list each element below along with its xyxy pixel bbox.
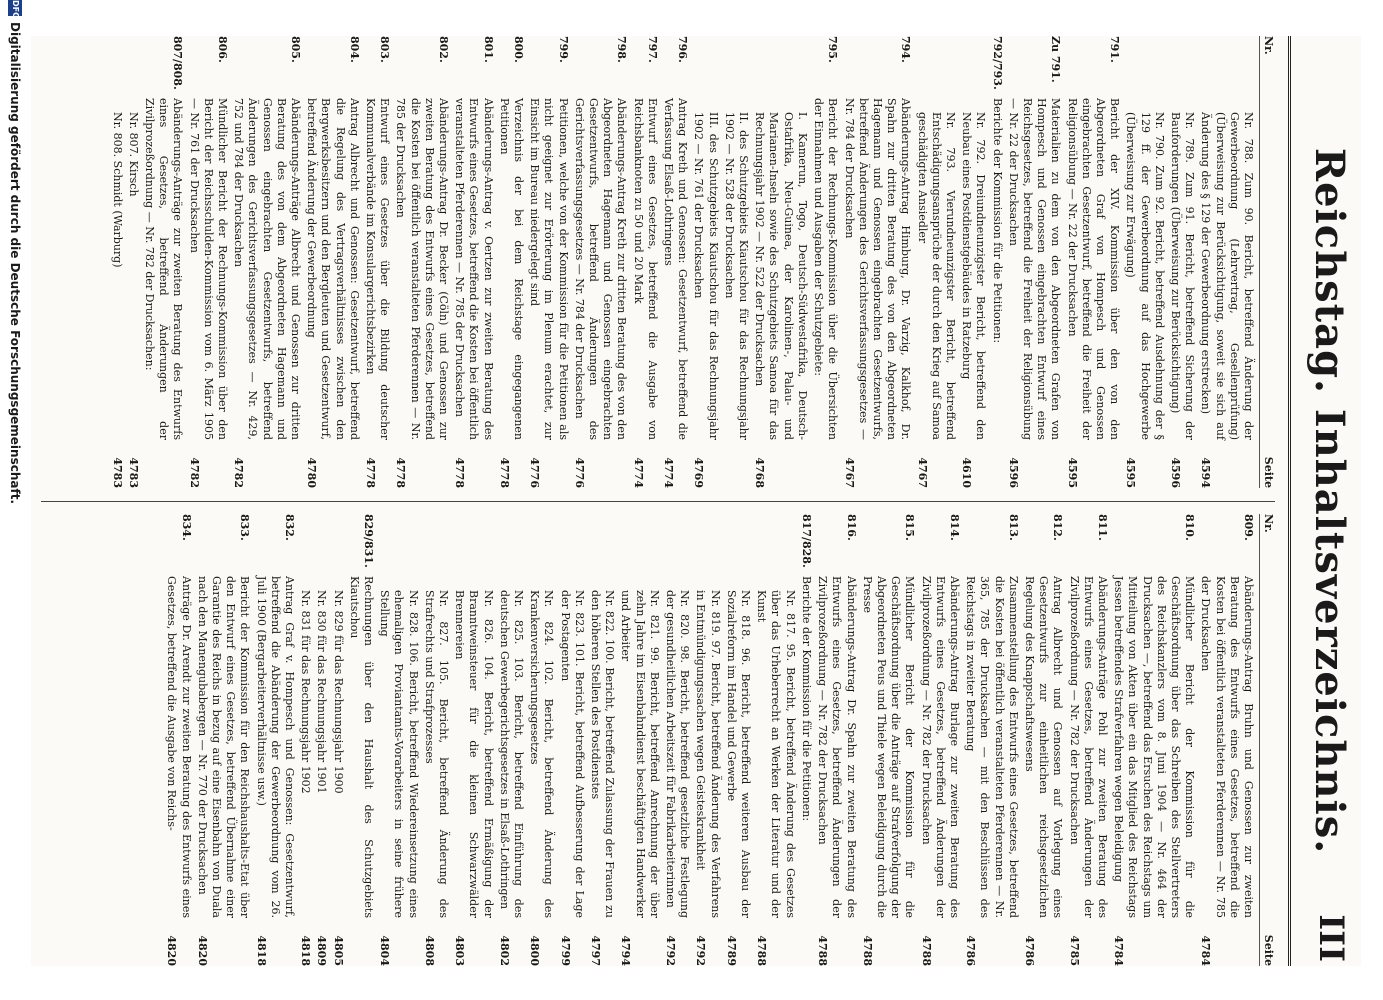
- entry-text: I. Kamerun, Togo, Deutsch-Südwestafrika, Deutsch-Ostafrika, Neu-Guinea, der Karolinen-, Palau- und Marianen-Inseln sowie des Schutzgebiets Samoa für das Rechnungsjahr 1902 — Nr. 522 der Drucksachen: [753, 112, 809, 440]
- right-column: [41, 514, 1275, 966]
- toc-entry: [693, 514, 721, 966]
- toc-entry: [663, 514, 691, 966]
- entry-number: [959, 36, 987, 98]
- entry-page: 4610: [960, 457, 974, 488]
- toc-entry: [1064, 36, 1121, 488]
- seite-label: Seite: [1262, 934, 1275, 966]
- page-title: Reichstag. Inhaltsverzeichnis.: [1306, 147, 1353, 855]
- toc-entry: [377, 514, 420, 966]
- entry-text: Rechnungen über den Haushalt des Schutzgebiets Kiautschou: [347, 576, 376, 918]
- entry-number: [618, 514, 661, 576]
- toc-entry: [1198, 36, 1255, 488]
- entry-page: 4784: [1199, 935, 1213, 966]
- toc-entry: [1168, 36, 1196, 488]
- entry-page: 4595: [1065, 457, 1079, 488]
- entry-text: Antrag Graf v. Hompesch und Genossen: Gesetzentwurf, betreffend die Abänderung der Gewerbeordnung vom 26. Juli 1900 (Bergarbeiterverhältnisse usw.): [254, 576, 296, 918]
- entry-page: 4786: [1022, 935, 1036, 966]
- entry-page: 4818: [299, 935, 313, 966]
- entry-page: 4788: [755, 935, 769, 966]
- entry-number: [497, 514, 525, 576]
- entry-text: Abänderungs-Antrag Burlage zur zweiten Beratung des Entwurfs eines Gesetzes, betreffend Änderungen der Zivilprozeßordnung — Nr. 782 der Drucksachen: [919, 576, 961, 918]
- entry-text: Nr. 822. 100. Bericht, betreffend Zulassung der Frauen zu den höheren Stellen des Postdienstes: [589, 590, 617, 918]
- toc-entry: [588, 514, 616, 966]
- toc-entry: [754, 514, 797, 966]
- entry-page: 4788: [919, 935, 933, 966]
- entry-number: [557, 514, 585, 576]
- entry-text: Nr. 829 für das Rechnungsjahr 1900: [331, 590, 345, 794]
- entry-number: [527, 514, 555, 576]
- entry-page: 4783: [126, 457, 140, 488]
- entry-number: 798.: [615, 36, 629, 63]
- entry-page: 4769: [692, 457, 706, 488]
- entry-page: 4792: [694, 935, 708, 966]
- entry-text: Nr. 817. 95. Bericht, betreffend Änderung des Gesetzes über das Urheberrecht an Werken der Literatur und der Kunst: [755, 590, 797, 918]
- entry-page: 4820: [195, 935, 209, 966]
- toc-entry: [860, 514, 917, 966]
- entry-text: Bericht der XIV. Kommission über den von den Abgeordneten Graf von Hompesch und Genossen eingebrachten Gesetzentwurf, betreffend die Freiheit der Religionsübung — Nr. 22 der Drucksachen: [1065, 98, 1122, 440]
- entry-number: 792/793.: [990, 36, 1004, 90]
- entry-number: 805.: [289, 36, 302, 63]
- credit-text: Digitalisierung gefördert durch die Deutsche Forschungsgemeinschaft.: [8, 22, 22, 505]
- entry-page: 4782: [232, 457, 246, 488]
- entry-number: 834.: [179, 514, 193, 541]
- entry-page: 4780: [305, 457, 319, 488]
- entry-text: Nr. 789. Zum 91. Bericht, betreffend Sicherung der Bauforderungen (Überweisung zur Berücksichtigung): [1168, 112, 1197, 440]
- entry-number: [452, 514, 495, 576]
- toc-entry: [1111, 514, 1196, 966]
- entry-page: 4809: [315, 935, 329, 966]
- toc-entry: [452, 514, 495, 966]
- toc-entry: [752, 36, 809, 488]
- toc-entry: [126, 36, 140, 488]
- entry-text: Abänderungs-Antrag Dr. Spahn zur zweiten Beratung des Entwurfs eines Gesetzes, betreffend Änderungen der Zivilprozeßordnung — Nr. 782 der Drucksachen: [816, 576, 858, 918]
- entry-text: Abänderungs-Anträge Pohl zur zweiten Beratung des Entwurfs eines Gesetzes, betreffend Änderungen der Zivilprozeßordnung — Nr. 782 der Drucksachen: [1067, 576, 1109, 918]
- entry-text: Nr. 823. 101. Bericht, betreffend Aufbesserung der Lage der Postagenten: [558, 590, 586, 918]
- toc-entry: [109, 36, 123, 488]
- entry-page: 4596: [1006, 457, 1020, 488]
- entry-number: 806.: [215, 36, 229, 63]
- toc-entry: [811, 36, 839, 488]
- entry-number: 813.: [1006, 514, 1020, 541]
- entry-number: 802.: [437, 36, 451, 63]
- toc-entry: [1198, 514, 1255, 966]
- toc-entry: [304, 36, 361, 488]
- entry-text: Mündlicher Bericht der Kommission für die Geschäftsordnung über das Schreiben des Stellvertreters des Reichskanzlers vom 8. Juni 1904 — Nr. 464 der Drucksachen —, betreffend das Ersuchen des Reichstags um Mitteilung von Akten über ein das Mitglied des Reichstags Jessen betreffendes Strafverfahren wegen Beleidigung: [1112, 576, 1197, 918]
- entry-number: 804.: [347, 36, 361, 63]
- entry-text: Nr. 828. 106. Bericht, betreffend Wiedereinsetzung eines ehemaligen Proviantamts-Vorarbeiters in seine frühere Stellung: [378, 590, 420, 918]
- toc-entry: [231, 36, 302, 488]
- entry-text: II. des Schutzgebiets Kiautschou für das Rechnungsjahr 1902 — Nr. 528 der Drucksachen: [722, 112, 751, 440]
- entry-page: 4799: [558, 935, 572, 966]
- page-header: [1288, 36, 1361, 966]
- entry-number: 799.: [556, 36, 570, 63]
- entry-page: 4778: [394, 457, 408, 488]
- entry-number: 803.: [378, 36, 392, 63]
- entry-number: 791.: [1108, 36, 1122, 63]
- seite-label: Seite: [1262, 456, 1275, 488]
- entry-text: Antrag Albrecht und Genossen: Gesetzentwurf, betreffend die Regelung des Vertragsverhältnisses zwischen den Bergwerksbesitzern und den Bergleuten und Gesetzentwurf, betreffend Änderung der Gewerbeordnung: [305, 98, 361, 440]
- toc-entry: [422, 514, 450, 966]
- entry-number: 796.: [676, 36, 690, 63]
- toc-entry: [195, 514, 252, 966]
- entry-number: 794.: [899, 36, 913, 63]
- entry-text: Abänderungs-Antrag Himburg, Dr. Varzig, Kalkhof, Dr. Spahn zur dritten Beratung des von den Abgeordneten Hagemann und Genossen eingebrachten Gesetzentwurfs, betreffend Änderungen des Gerichtsverfassungsgesetzes — Nr. 784 der Drucksachen: [842, 98, 913, 440]
- column-divider: [41, 501, 1275, 502]
- entry-page: 4803: [453, 935, 467, 966]
- entry-text: Nr. 821. 99. Bericht, betreffend Anrechnung der über zehn Jahre im Eisenbahndienst beschäftigten Handwerker und Arbeiter: [619, 590, 661, 918]
- toc-entry: [572, 36, 629, 488]
- column-header: [1259, 36, 1275, 488]
- entry-page: 4595: [1124, 457, 1138, 488]
- entry-number: [314, 514, 328, 576]
- entry-page: 4792: [664, 935, 678, 966]
- entry-text: Bericht der Kommission für den Reichshaushalts-Etat über den Entwurf eines Gesetzes, betreffend Übernahme einer Garantie des Reichs in bezug auf eine Eisenbahn von Duala nach den Manengubabergen — Nr. 770 der Drucksachen: [195, 576, 252, 918]
- toc-entry: [314, 514, 328, 966]
- entry-text: Nr. 827. 105. Bericht, betreffend Änderung des Strafrechts und Strafprozesses: [422, 590, 451, 918]
- toc-entry: [1006, 36, 1063, 488]
- toc-entry: [393, 36, 450, 488]
- entry-number: 832.: [283, 514, 296, 541]
- entry-number: [422, 514, 450, 576]
- entry-text: Nr. 831 für das Rechnungsjahr 1902: [299, 590, 313, 794]
- entry-page: 4774: [662, 457, 676, 488]
- entry-text: Zusammenstellung des Entwurfs eines Gesetzes, betreffend die Kosten bei öffentlich veranstalteten Pferderennen — Nr. 365, 785 der Drucksachen — mit den Beschlüssen des Reichstags in zweiter Beratung: [964, 576, 1020, 918]
- entry-page: 4789: [724, 935, 738, 966]
- entry-text: Materialien zu dem von den Abgeordneten Grafen von Hompesch und Genossen eingebrachten Entwurf eines Reichsgesetzes, betreffend die Freiheit der Religionsübung — Nr. 22 der Drucksachen: [1006, 98, 1063, 440]
- entry-number: [298, 514, 312, 576]
- toc-entry: [630, 36, 658, 488]
- entry-text: Nr. 788. Zum 90. Bericht, betreffend Änderung der Gewerbeordnung (Lehrvertrag, Gesellenprüfung) (Überweisung zur Berücksichtigung, soweit sie sich auf Änderung des § 129 der Gewerbeordnung erstrecken): [1199, 112, 1255, 440]
- entry-number: 815.: [903, 514, 917, 541]
- entry-number: [109, 36, 123, 98]
- toc-entry: [914, 36, 957, 488]
- entry-page: 4788: [816, 935, 830, 966]
- toc-entry: [1123, 36, 1166, 488]
- entry-text: Berichte der Kommission für die Petitionen:: [990, 98, 1004, 344]
- toc-entry: [724, 514, 752, 966]
- entry-text: III. des Schutzgebiets Kiautschou für das Rechnungsjahr 1902 — Nr. 761 der Drucksachen: [692, 112, 720, 440]
- entry-page: 4783: [110, 457, 124, 488]
- toc-entry: [363, 36, 391, 488]
- entry-text: Anträge Dr. Arendt zur zweiten Beratung des Entwurfs eines Gesetzes, betreffend die Ausgabe von Reichs-: [165, 576, 193, 918]
- entry-page: 4778: [453, 457, 467, 488]
- toc-entry: [186, 36, 229, 488]
- toc-entry: [142, 36, 185, 488]
- entry-page: 4776: [528, 457, 542, 488]
- entry-number: 816.: [844, 514, 858, 541]
- entry-page: 4797: [589, 935, 603, 966]
- entry-text: Entwurf eines Gesetzes über die Bildung deutscher Kommunalverbände im Konsulargerichtsbezirken: [364, 98, 392, 440]
- column-header: [1259, 514, 1275, 966]
- toc-entry: [661, 36, 689, 488]
- entry-number: [377, 514, 420, 576]
- entry-page: 4785: [1067, 935, 1081, 966]
- entry-text: Nr. 792. Dreiundneunzigster Bericht, betreffend den Neubau eines Postdienstgebäudes in Ratzeburg: [960, 112, 988, 440]
- entry-number: [330, 514, 344, 576]
- entry-number: 833.: [238, 514, 252, 541]
- entry-number: 797.: [645, 36, 659, 63]
- entry-text: Antrag Albrecht und Genossen auf Vorlegung eines Gesetzentwurfs zur einheitlichen reichsgesetzlichen Regelung des Knappschaftswesens: [1022, 576, 1065, 918]
- entry-text: Nr. 818. 96. Bericht, betreffend weiteren Ausbau der Sozialreform im Handel und Gewerbe: [724, 590, 753, 918]
- entry-text: Nr. 793. Vierundneunzigster Bericht, betreffend Entschädigungsansprüche der durch den Krieg auf Samoa geschädigten Ansiedler: [915, 112, 957, 440]
- entry-list: [164, 514, 1255, 966]
- toc-entry: [1022, 514, 1065, 966]
- toc-entry: [497, 514, 525, 966]
- entry-page: 4818: [254, 935, 268, 966]
- entry-text: Nr. 819. 97. Bericht, betreffend Änderung des Verfahrens in Entmündigungssachen wegen Geisteskrankheit: [694, 590, 722, 918]
- entry-page: 4782: [187, 457, 201, 488]
- entry-text: Nr. 824. 102. Bericht, betreffend Änderung des Krankenversicherungsgesetzes: [528, 590, 556, 918]
- entry-text: Nr. 820. 98. Bericht, betreffend gesetzliche Festlegung der gesundheitlichen Arbeitszeit für Fabrikarbeiterinnen: [664, 590, 692, 918]
- entry-page: 4767: [915, 457, 929, 488]
- entry-number: Zu 791.: [1049, 36, 1063, 83]
- entry-list: [109, 36, 1255, 488]
- toc-entry: [527, 36, 570, 488]
- entry-page: 4784: [1112, 935, 1126, 966]
- entry-number: 809.: [1242, 514, 1255, 541]
- toc-entry: [918, 514, 961, 966]
- entry-page: 4778: [497, 457, 511, 488]
- left-column: [41, 36, 1275, 488]
- entry-number: [588, 514, 616, 576]
- entry-text: Abänderungs-Antrag Bruhn und Genossen zur zweiten Beratung des Entwurfs eines Gesetzes, betreffend die Kosten bei öffentlich veranstalteten Pferderennen — Nr. 785 der Drucksachen: [1199, 576, 1255, 918]
- entry-text: Nr. 826. 104. Bericht, betreffend Ermäßigung der Branntweinsteuer für die kleinen Schwarzwälder Brennereien: [453, 590, 495, 918]
- toc-entry: [989, 36, 1003, 488]
- toc-entry: [253, 514, 296, 966]
- entry-page: 4768: [753, 457, 767, 488]
- entry-number: [724, 514, 752, 576]
- entry-number: 810.: [1183, 514, 1197, 541]
- entry-page: 4804: [378, 935, 392, 966]
- entry-text: Antrag Kreth und Genossen: Gesetzentwurf, betreffend die Verfassung Elsaß-Lothringens: [662, 98, 690, 440]
- entry-number: [1198, 36, 1255, 98]
- entry-page: 4786: [964, 935, 978, 966]
- toc-entry: [722, 36, 750, 488]
- toc-entry: [557, 514, 585, 966]
- entry-text: Bericht der Rechnungs-Kommission über die Übersichten der Einnahmen und Ausgaben der Schutzgebiete:: [812, 98, 840, 440]
- entry-page: 4788: [860, 935, 874, 966]
- dfg-logo-icon: DFG: [8, 0, 22, 16]
- entry-number: 829/831.: [362, 514, 376, 568]
- entry-number: [752, 36, 809, 98]
- entry-text: Abänderungs-Anträge Albrecht und Genossen zur dritten Beratung des von dem Abgeordneten Hagemann und Genossen eingebrachten Gesetzentwurfs, betreffend Änderungen des Gerichtsverfassungsgesetzes — Nr. 429, 752 und 784 der Drucksachen: [232, 98, 302, 440]
- entry-text: Berichte der Kommission für die Petitionen:: [799, 576, 813, 822]
- entry-page: 4802: [497, 935, 511, 966]
- entry-text: Nr. 808. Schmidt (Warburg): [110, 112, 124, 268]
- toc-entry: [841, 36, 912, 488]
- toc-entry: [452, 36, 495, 488]
- toc-entry: [347, 514, 375, 966]
- toc-entry: [298, 514, 312, 966]
- entry-number: 795.: [826, 36, 840, 63]
- entry-page: 4596: [1168, 457, 1182, 488]
- entry-text: Mündlicher Bericht der Kommission für die Geschäftsordnung über die Anträge auf Strafverfolgung der Abgeordneten Peus und Thiele wegen Beleidigung durch die Presse: [860, 576, 917, 918]
- entry-text: Verzeichnis der bei dem Reichstage eingegangenen Petitionen: [497, 98, 526, 440]
- toc-entry: [815, 514, 858, 966]
- entry-number: 801.: [481, 36, 495, 63]
- entry-text: Nr. 790. Zum 92. Bericht, betreffend Ausdehnung der § 129 ff. der Gewerbeordnung auf das Hochgewerbe (Überweisung zur Erwägung): [1124, 112, 1166, 440]
- toc-entry: [691, 36, 719, 488]
- toc-entry: [618, 514, 661, 966]
- document-page: [31, 36, 1361, 966]
- toc-entry: [959, 36, 987, 488]
- toc-entry: [497, 36, 525, 488]
- entry-page: 4778: [364, 457, 378, 488]
- entry-number: [722, 36, 750, 98]
- entry-page: 4594: [1199, 457, 1213, 488]
- entry-text: Abänderungs-Antrag v. Oertzen zur zweiten Beratung des Entwurfs eines Gesetzes, betreffend die Kosten bei öffentlich veranstalteten Pferderennen — Nr. 785 der Drucksachen: [453, 98, 495, 440]
- digitization-credit: [3, 0, 25, 1000]
- entry-number: 811.: [1095, 514, 1109, 541]
- entry-text: Mündlicher Bericht der Rechnungs-Kommission über den Bericht der Reichsschulden-Kommission vom 6. März 1905 — Nr. 761 der Drucksachen: [187, 98, 229, 440]
- entry-number: [754, 514, 797, 576]
- entry-text: Nr. 830 für das Rechnungsjahr 1901: [315, 590, 329, 794]
- entry-page: 4767: [842, 457, 856, 488]
- entry-text: Abänderungs-Antrag Dr. Becker (Cöln) und Genossen zur zweiten Beratung des Entwurfs eines Gesetzes, betreffend die Kosten bei öffentlich veranstalteten Pferderennen — Nr. 785 der Drucksachen: [394, 98, 451, 440]
- entry-number: 807/808.: [171, 36, 185, 90]
- entry-page: 4774: [631, 457, 645, 488]
- entry-text: Petitionen, welche von der Kommission für die Petitionen als nicht geeignet zur Erörterung im Plenum erachtet, zur Einsicht im Bureau niedergelegt sind: [528, 98, 570, 440]
- entry-number: [914, 36, 957, 98]
- entry-page: 4805: [331, 935, 345, 966]
- entry-page: 4820: [165, 935, 179, 966]
- entry-text: Abänderungs-Antrag Kreth zur dritten Beratung des von den Abgeordneten Hagemann und Genossen eingebrachten Gesetzentwurfs, betreffend Änderungen des Gerichtsverfassungsgesetzes — Nr. 784 der Drucksachen: [572, 98, 629, 440]
- entry-page: 4776: [572, 457, 586, 488]
- toc-entry: [527, 514, 555, 966]
- nr-label: Nr.: [1262, 514, 1275, 533]
- toc-entry: [963, 514, 1020, 966]
- toc-entry: [1066, 514, 1109, 966]
- entry-number: 817/828.: [799, 514, 813, 568]
- entry-text: Nr. 807. Kirsch: [126, 112, 140, 197]
- page-number: III: [1311, 914, 1351, 962]
- entry-number: [1123, 36, 1166, 98]
- entry-number: [693, 514, 721, 576]
- entry-page: 4808: [422, 935, 436, 966]
- toc-entry: [164, 514, 192, 966]
- entry-number: [126, 36, 140, 98]
- entry-number: 814.: [947, 514, 961, 541]
- entry-number: 800.: [512, 36, 526, 63]
- entry-number: 812.: [1051, 514, 1065, 541]
- nr-label: Nr.: [1262, 36, 1275, 55]
- toc-entry: [330, 514, 344, 966]
- entry-text: Entwurf eines Gesetzes, betreffend die Ausgabe von Reichsbanknoten zu 50 und 20 Mark: [631, 98, 659, 440]
- entry-page: 4794: [619, 935, 633, 966]
- entry-number: [663, 514, 691, 576]
- entry-number: [691, 36, 719, 98]
- entry-text: Nr. 825. 103. Bericht, betreffend Einführung des deutschen Gewerbegerichtsgesetzes in Elsaß-Lothringen: [497, 590, 526, 918]
- entry-page: 4800: [528, 935, 542, 966]
- toc-entry: [799, 514, 813, 966]
- entry-number: [1168, 36, 1196, 98]
- entry-text: Abänderungs-Anträge zur zweiten Beratung des Entwurfs eines Gesetzes, betreffend Änderungen der Zivilprozeßordnung — Nr. 782 der Drucksachen:: [142, 98, 185, 440]
